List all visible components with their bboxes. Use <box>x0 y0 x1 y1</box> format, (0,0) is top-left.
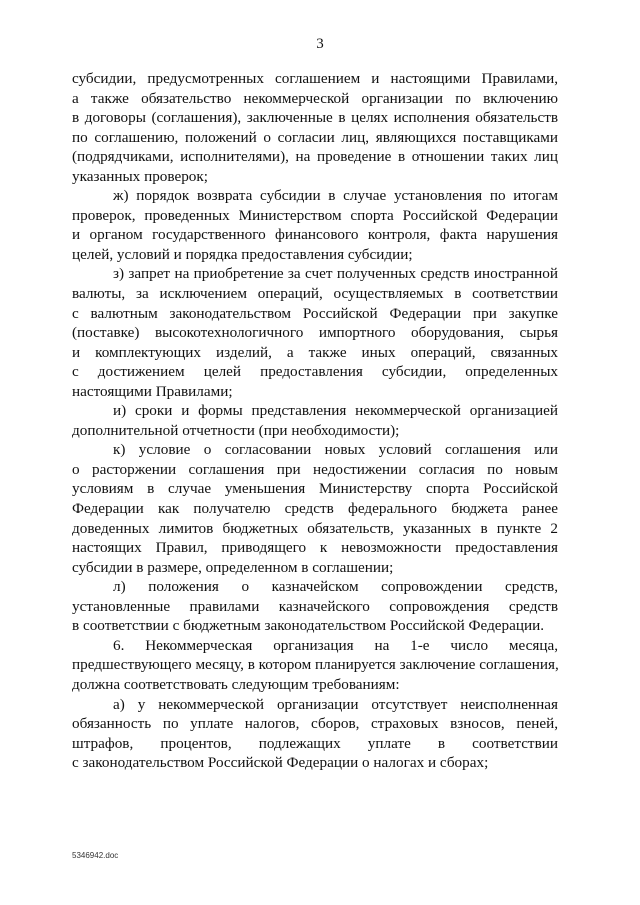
text-line: установленные правилами казначейского сопровождения средств <box>72 597 558 615</box>
text-line: (подрядчиками, исполнителями), на проведение в отношении таких лиц <box>72 148 558 166</box>
paragraph <box>72 440 558 577</box>
paragraph <box>72 264 558 401</box>
paragraph <box>72 636 558 695</box>
text-line: и органом государственного финансового контроля, факта нарушения <box>72 226 558 244</box>
page-number: 3 <box>316 36 324 52</box>
text-line: штрафов, процентов, подлежащих уплате в соответствии <box>72 734 558 752</box>
paragraph <box>72 69 558 186</box>
text-line: настоящими Правилами; <box>72 382 233 400</box>
text-line: и комплектующих изделий, а также иных операций, связанных <box>72 343 558 361</box>
text-line: с валютным законодательством Российской Федерации при закупке <box>72 304 558 322</box>
text-line: а также обязательство некоммерческой организации по включению <box>72 89 558 107</box>
text-line: л) положения о казначейском сопровождении средств, <box>113 578 558 596</box>
text-line: з) запрет на приобретение за счет полученных средств иностранной <box>113 265 558 283</box>
text-line: предшествующего месяцу, в котором планируется заключение соглашения, <box>72 656 559 674</box>
text-line: субсидии в размере, определенном в соглашении; <box>72 558 394 576</box>
text-line: валюты, за исключением операций, осуществляемых в соответствии <box>72 285 558 303</box>
text-line: с достижением целей предоставления субсидии, определенных <box>72 363 558 381</box>
text-line: доведенных лимитов бюджетных обязательств, указанных в пункте 2 <box>72 519 558 537</box>
text-line: целей, условий и порядка предоставления субсидии; <box>72 245 413 263</box>
document-body <box>72 69 558 773</box>
text-line: в соответствии с бюджетным законодательством Российской Федерации. <box>72 617 545 635</box>
text-line: обязанность по уплате налогов, сборов, страховых взносов, пеней, <box>72 715 558 733</box>
footer-filename: 5346942.doc <box>72 851 119 860</box>
paragraph <box>72 695 558 773</box>
text-line: и) сроки и формы представления некоммерческой организацией <box>113 402 558 420</box>
paragraph <box>72 401 558 440</box>
text-line: по соглашению, положений о согласии лиц, являющихся поставщиками <box>72 128 558 146</box>
text-line: условиям в случае уменьшения Министерству спорта Российской <box>72 480 558 498</box>
paragraph <box>72 186 558 264</box>
text-line: (поставке) высокотехнологичного импортного оборудования, сырья <box>72 324 558 342</box>
text-line: в договоры (соглашения), заключенные в целях исполнения обязательств <box>72 109 558 127</box>
text-line: к) условие о согласовании новых условий соглашения или <box>113 441 558 459</box>
text-line: 6. Некоммерческая организация на 1-е число месяца, <box>113 636 558 654</box>
text-line: проверок, проведенных Министерством спорта Российской Федерации <box>72 206 558 224</box>
text-line: субсидии, предусмотренных соглашением и настоящими Правилами, <box>72 70 558 87</box>
text-line: о расторжении соглашения при недостижении согласия по новым <box>72 460 558 478</box>
text-line: дополнительной отчетности (при необходимости); <box>72 421 400 439</box>
text-line: с законодательством Российской Федерации о налогах и сборах; <box>72 754 489 772</box>
text-line: Федерации как получателю средств федерального бюджета ранее <box>72 500 558 518</box>
text-line: а) у некоммерческой организации отсутствует неисполненная <box>113 695 558 713</box>
text-line: указанных проверок; <box>72 167 208 185</box>
text-line: настоящих Правил, приводящего к невозможности предоставления <box>72 539 558 557</box>
paragraph <box>72 577 558 636</box>
text-line: ж) порядок возврата субсидии в случае установления по итогам <box>113 187 558 205</box>
text-line: должна соответствовать следующим требованиям: <box>72 675 400 693</box>
